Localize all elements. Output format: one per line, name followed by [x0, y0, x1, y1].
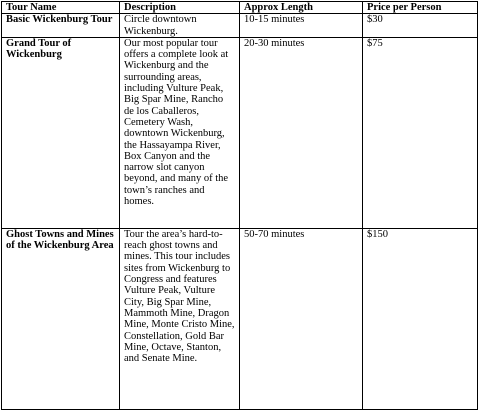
- price-cell: $150: [363, 228, 478, 409]
- table-row: [2, 228, 478, 409]
- header-tour-name: Tour Name: [2, 2, 120, 14]
- header-description: Description: [120, 2, 240, 14]
- length-cell: 10-15 minutes: [240, 14, 363, 38]
- price-cell: $30: [363, 14, 478, 38]
- table-row: [2, 37, 478, 228]
- table-row: [2, 14, 478, 38]
- price-cell: $75: [363, 37, 478, 228]
- header-approx-length: Approx Length: [240, 2, 363, 14]
- tours-table: [1, 1, 478, 410]
- description-cell: Tour the area’s hard-to-reach ghost towns and mines. This tour includes sites from Wickenburg to Congress and features Vulture Peak, Vulture City, Big Spar Mine, Mammoth Mine, Dragon Mine, Monte Cristo Mine, Constellation, Gold Bar Mine, Octave, Stanton, and Senate Mine.: [120, 228, 240, 409]
- length-cell: 20-30 minutes: [240, 37, 363, 228]
- tour-name-cell: Basic Wickenburg Tour: [2, 14, 120, 38]
- table-header-row: [2, 2, 478, 14]
- tour-name-cell: Ghost Towns and Mines of the Wickenburg Area: [2, 228, 120, 409]
- description-cell: Circle downtown Wickenburg.: [120, 14, 240, 38]
- header-price-per-person: Price per Person: [363, 2, 478, 14]
- tour-name-cell: Grand Tour of Wickenburg: [2, 37, 120, 228]
- description-cell: Our most popular tour offers a complete look at Wickenburg and the surrounding areas, including Vulture Peak, Big Spar Mine, Rancho de los Caballeros, Cemetery Wash, downtown Wickenburg, the Hassayampa River, Box Canyon and the narrow slot canyon beyond, and many of the town’s ranches and homes.: [120, 37, 240, 228]
- length-cell: 50-70 minutes: [240, 228, 363, 409]
